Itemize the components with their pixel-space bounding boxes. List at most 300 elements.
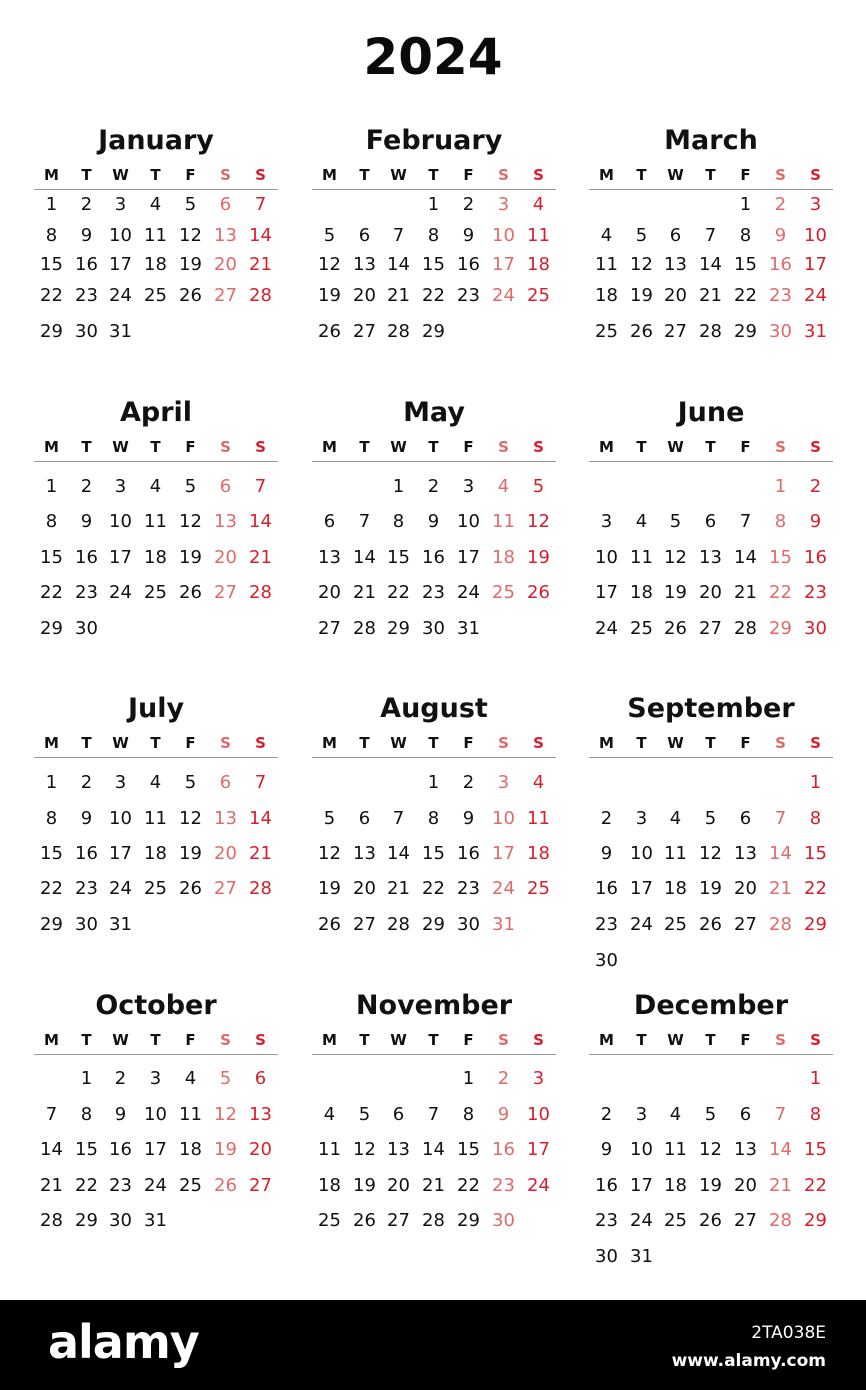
weekday-label: T <box>705 734 716 752</box>
day-cell: 19 <box>179 843 202 864</box>
day-cell: 24 <box>630 914 653 935</box>
weekday-label: S <box>810 734 821 752</box>
day-cell: 3 <box>635 1104 648 1125</box>
month-name: June <box>677 397 745 428</box>
weekday-label: M <box>322 438 337 456</box>
day-cell: 30 <box>595 950 618 971</box>
day-cell: 6 <box>358 808 371 829</box>
day-cell: 21 <box>249 547 272 568</box>
day-cell: 9 <box>809 511 822 532</box>
weekday-label: S <box>498 438 509 456</box>
header-divider <box>34 189 278 190</box>
day-cell: 15 <box>40 254 63 275</box>
day-cell: 11 <box>179 1104 202 1125</box>
day-cell: 6 <box>219 772 232 793</box>
weekday-label: S <box>255 438 266 456</box>
day-cell: 17 <box>492 254 515 275</box>
day-cell: 2 <box>114 1068 127 1089</box>
day-cell: 14 <box>387 254 410 275</box>
day-cell: 1 <box>809 772 822 793</box>
month-name: September <box>627 693 795 724</box>
day-cell: 7 <box>45 1104 58 1125</box>
site-url: www.alamy.com <box>671 1351 826 1371</box>
day-cell: 22 <box>804 878 827 899</box>
weekday-label: M <box>599 1031 614 1049</box>
day-cell: 28 <box>422 1210 445 1231</box>
weekday-label: M <box>322 1031 337 1049</box>
day-cell: 8 <box>809 1104 822 1125</box>
day-cell: 10 <box>109 225 132 246</box>
day-cell: 12 <box>699 843 722 864</box>
header-divider <box>589 189 833 190</box>
day-cell: 17 <box>527 1139 550 1160</box>
day-cell: 7 <box>392 808 405 829</box>
day-cell: 22 <box>457 1175 480 1196</box>
day-cell: 30 <box>769 321 792 342</box>
weekday-label: S <box>498 1031 509 1049</box>
day-cell: 28 <box>40 1210 63 1231</box>
day-cell: 11 <box>527 225 550 246</box>
day-cell: 17 <box>457 547 480 568</box>
day-cell: 8 <box>739 225 752 246</box>
day-cell: 9 <box>80 808 93 829</box>
day-cell: 10 <box>109 808 132 829</box>
day-cell: 15 <box>422 254 445 275</box>
day-cell: 29 <box>75 1210 98 1231</box>
weekday-label: F <box>463 166 474 184</box>
day-cell: 9 <box>497 1104 510 1125</box>
day-cell: 10 <box>109 511 132 532</box>
day-cell: 21 <box>769 1175 792 1196</box>
day-cell: 20 <box>734 878 757 899</box>
watermark-footer <box>0 1300 866 1390</box>
weekday-label: T <box>636 438 647 456</box>
day-cell: 9 <box>774 225 787 246</box>
weekday-label: F <box>740 438 751 456</box>
day-cell: 11 <box>144 511 167 532</box>
weekday-label: F <box>185 1031 196 1049</box>
weekday-label: T <box>636 1031 647 1049</box>
day-cell: 22 <box>422 878 445 899</box>
day-cell: 22 <box>734 285 757 306</box>
weekday-label: W <box>390 1031 407 1049</box>
day-cell: 17 <box>630 878 653 899</box>
day-cell: 23 <box>75 878 98 899</box>
day-cell: 10 <box>527 1104 550 1125</box>
day-cell: 21 <box>387 878 410 899</box>
day-cell: 11 <box>144 808 167 829</box>
day-cell: 19 <box>699 1175 722 1196</box>
day-cell: 17 <box>109 843 132 864</box>
weekday-label: M <box>44 166 59 184</box>
weekday-label: F <box>740 734 751 752</box>
weekday-label: S <box>220 1031 231 1049</box>
weekday-label: F <box>185 166 196 184</box>
day-cell: 24 <box>109 878 132 899</box>
day-cell: 31 <box>109 321 132 342</box>
day-cell: 16 <box>457 843 480 864</box>
day-cell: 10 <box>144 1104 167 1125</box>
day-cell: 6 <box>739 808 752 829</box>
day-cell: 16 <box>109 1139 132 1160</box>
day-cell: 27 <box>734 914 757 935</box>
day-cell: 19 <box>630 285 653 306</box>
day-cell: 20 <box>353 285 376 306</box>
day-cell: 2 <box>600 1104 613 1125</box>
day-cell: 1 <box>45 772 58 793</box>
day-cell: 21 <box>699 285 722 306</box>
day-cell: 14 <box>734 547 757 568</box>
day-cell: 19 <box>664 582 687 603</box>
day-cell: 4 <box>532 194 545 215</box>
day-cell: 18 <box>664 878 687 899</box>
day-cell: 27 <box>249 1175 272 1196</box>
day-cell: 28 <box>387 914 410 935</box>
day-cell: 13 <box>214 808 237 829</box>
weekday-label: W <box>667 734 684 752</box>
day-cell: 20 <box>249 1139 272 1160</box>
weekday-label: M <box>44 734 59 752</box>
day-cell: 27 <box>734 1210 757 1231</box>
day-cell: 27 <box>214 878 237 899</box>
day-cell: 25 <box>144 878 167 899</box>
day-cell: 13 <box>699 547 722 568</box>
day-cell: 22 <box>40 878 63 899</box>
weekday-label: W <box>667 166 684 184</box>
day-cell: 26 <box>318 321 341 342</box>
weekday-label: W <box>390 734 407 752</box>
day-cell: 3 <box>114 194 127 215</box>
day-cell: 23 <box>595 914 618 935</box>
day-cell: 29 <box>769 618 792 639</box>
day-cell: 18 <box>144 547 167 568</box>
day-cell: 7 <box>704 225 717 246</box>
day-cell: 3 <box>114 476 127 497</box>
day-cell: 6 <box>323 511 336 532</box>
day-cell: 3 <box>497 772 510 793</box>
day-cell: 3 <box>532 1068 545 1089</box>
day-cell: 9 <box>80 225 93 246</box>
day-cell: 20 <box>664 285 687 306</box>
header-divider <box>312 461 556 462</box>
weekday-label: T <box>359 438 370 456</box>
day-cell: 9 <box>462 808 475 829</box>
day-cell: 1 <box>739 194 752 215</box>
day-cell: 18 <box>527 254 550 275</box>
day-cell: 26 <box>318 914 341 935</box>
day-cell: 10 <box>492 225 515 246</box>
day-cell: 25 <box>664 914 687 935</box>
day-cell: 2 <box>80 194 93 215</box>
day-cell: 5 <box>219 1068 232 1089</box>
day-cell: 17 <box>630 1175 653 1196</box>
day-cell: 4 <box>497 476 510 497</box>
day-cell: 29 <box>422 914 445 935</box>
day-cell: 5 <box>635 225 648 246</box>
month-name: April <box>119 397 193 428</box>
weekday-label: S <box>255 734 266 752</box>
day-cell: 17 <box>804 254 827 275</box>
day-cell: 6 <box>704 511 717 532</box>
day-cell: 12 <box>353 1139 376 1160</box>
day-cell: 29 <box>804 914 827 935</box>
weekday-label: T <box>81 1031 92 1049</box>
day-cell: 23 <box>457 878 480 899</box>
day-cell: 14 <box>353 547 376 568</box>
day-cell: 30 <box>109 1210 132 1231</box>
day-cell: 26 <box>699 1210 722 1231</box>
day-cell: 19 <box>179 254 202 275</box>
weekday-label: T <box>150 438 161 456</box>
weekday-label: T <box>428 1031 439 1049</box>
day-cell: 6 <box>739 1104 752 1125</box>
day-cell: 24 <box>109 582 132 603</box>
day-cell: 5 <box>704 1104 717 1125</box>
day-cell: 16 <box>422 547 445 568</box>
weekday-label: S <box>220 438 231 456</box>
day-cell: 13 <box>734 1139 757 1160</box>
day-cell: 15 <box>40 843 63 864</box>
weekday-label: T <box>705 166 716 184</box>
day-cell: 1 <box>45 476 58 497</box>
day-cell: 25 <box>144 582 167 603</box>
weekday-label: S <box>810 166 821 184</box>
day-cell: 10 <box>630 1139 653 1160</box>
weekday-label: S <box>533 1031 544 1049</box>
day-cell: 8 <box>80 1104 93 1125</box>
weekday-label: T <box>359 734 370 752</box>
day-cell: 21 <box>734 582 757 603</box>
day-cell: 11 <box>664 843 687 864</box>
day-cell: 31 <box>144 1210 167 1231</box>
weekday-label: T <box>150 1031 161 1049</box>
day-cell: 24 <box>492 285 515 306</box>
day-cell: 20 <box>318 582 341 603</box>
weekday-label: S <box>220 166 231 184</box>
day-cell: 4 <box>669 1104 682 1125</box>
day-cell: 26 <box>179 878 202 899</box>
day-cell: 16 <box>75 547 98 568</box>
day-cell: 18 <box>144 254 167 275</box>
day-cell: 27 <box>318 618 341 639</box>
day-cell: 27 <box>214 285 237 306</box>
day-cell: 27 <box>353 321 376 342</box>
weekday-label: W <box>112 1031 129 1049</box>
weekday-label: M <box>599 438 614 456</box>
header-divider <box>312 1054 556 1055</box>
day-cell: 5 <box>323 808 336 829</box>
day-cell: 1 <box>774 476 787 497</box>
day-cell: 8 <box>45 808 58 829</box>
weekday-label: M <box>44 1031 59 1049</box>
weekday-label: M <box>599 166 614 184</box>
day-cell: 23 <box>492 1175 515 1196</box>
day-cell: 18 <box>144 843 167 864</box>
day-cell: 11 <box>144 225 167 246</box>
day-cell: 30 <box>492 1210 515 1231</box>
month-name: March <box>664 125 758 156</box>
day-cell: 18 <box>492 547 515 568</box>
day-cell: 26 <box>630 321 653 342</box>
day-cell: 25 <box>630 618 653 639</box>
weekday-label: W <box>390 166 407 184</box>
day-cell: 10 <box>457 511 480 532</box>
weekday-label: S <box>775 1031 786 1049</box>
day-cell: 30 <box>457 914 480 935</box>
day-cell: 11 <box>527 808 550 829</box>
day-cell: 16 <box>457 254 480 275</box>
day-cell: 9 <box>600 1139 613 1160</box>
day-cell: 24 <box>630 1210 653 1231</box>
weekday-label: S <box>775 438 786 456</box>
day-cell: 15 <box>804 1139 827 1160</box>
day-cell: 8 <box>427 225 440 246</box>
day-cell: 12 <box>527 511 550 532</box>
day-cell: 12 <box>630 254 653 275</box>
header-divider <box>34 461 278 462</box>
weekday-label: T <box>428 166 439 184</box>
day-cell: 20 <box>214 254 237 275</box>
day-cell: 15 <box>387 547 410 568</box>
day-cell: 19 <box>353 1175 376 1196</box>
header-divider <box>312 189 556 190</box>
day-cell: 8 <box>774 511 787 532</box>
day-cell: 4 <box>635 511 648 532</box>
day-cell: 5 <box>184 772 197 793</box>
day-cell: 29 <box>804 1210 827 1231</box>
day-cell: 7 <box>774 808 787 829</box>
day-cell: 16 <box>595 1175 618 1196</box>
weekday-label: T <box>359 166 370 184</box>
day-cell: 15 <box>422 843 445 864</box>
day-cell: 22 <box>40 582 63 603</box>
day-cell: 13 <box>734 843 757 864</box>
weekday-label: S <box>775 734 786 752</box>
day-cell: 17 <box>144 1139 167 1160</box>
day-cell: 18 <box>664 1175 687 1196</box>
header-divider <box>312 757 556 758</box>
day-cell: 11 <box>630 547 653 568</box>
day-cell: 30 <box>75 914 98 935</box>
day-cell: 24 <box>457 582 480 603</box>
day-cell: 8 <box>45 225 58 246</box>
day-cell: 2 <box>497 1068 510 1089</box>
day-cell: 20 <box>734 1175 757 1196</box>
weekday-label: F <box>463 438 474 456</box>
month-name: October <box>95 990 217 1021</box>
day-cell: 21 <box>422 1175 445 1196</box>
day-cell: 29 <box>40 914 63 935</box>
day-cell: 16 <box>769 254 792 275</box>
day-cell: 14 <box>769 843 792 864</box>
day-cell: 1 <box>427 772 440 793</box>
day-cell: 25 <box>527 878 550 899</box>
day-cell: 9 <box>114 1104 127 1125</box>
day-cell: 14 <box>249 808 272 829</box>
day-cell: 8 <box>392 511 405 532</box>
day-cell: 5 <box>704 808 717 829</box>
day-cell: 23 <box>75 582 98 603</box>
day-cell: 20 <box>214 843 237 864</box>
day-cell: 4 <box>532 772 545 793</box>
day-cell: 27 <box>387 1210 410 1231</box>
weekday-label: S <box>498 734 509 752</box>
weekday-label: S <box>533 438 544 456</box>
day-cell: 29 <box>457 1210 480 1231</box>
day-cell: 10 <box>595 547 618 568</box>
day-cell: 9 <box>600 843 613 864</box>
month-name: January <box>98 125 214 156</box>
day-cell: 20 <box>353 878 376 899</box>
day-cell: 28 <box>769 914 792 935</box>
day-cell: 13 <box>214 225 237 246</box>
brand-logo: alamy <box>48 1315 199 1369</box>
day-cell: 12 <box>179 511 202 532</box>
day-cell: 16 <box>75 843 98 864</box>
day-cell: 12 <box>318 843 341 864</box>
day-cell: 21 <box>353 582 376 603</box>
day-cell: 10 <box>492 808 515 829</box>
day-cell: 11 <box>318 1139 341 1160</box>
day-cell: 15 <box>75 1139 98 1160</box>
day-cell: 28 <box>249 285 272 306</box>
day-cell: 10 <box>630 843 653 864</box>
weekday-label: S <box>810 1031 821 1049</box>
day-cell: 12 <box>179 225 202 246</box>
day-cell: 7 <box>254 476 267 497</box>
day-cell: 22 <box>40 285 63 306</box>
day-cell: 18 <box>595 285 618 306</box>
month-name: August <box>380 693 488 724</box>
day-cell: 15 <box>457 1139 480 1160</box>
day-cell: 18 <box>179 1139 202 1160</box>
header-divider <box>34 1054 278 1055</box>
day-cell: 18 <box>318 1175 341 1196</box>
day-cell: 5 <box>358 1104 371 1125</box>
weekday-label: M <box>322 734 337 752</box>
day-cell: 17 <box>492 843 515 864</box>
day-cell: 15 <box>769 547 792 568</box>
day-cell: 1 <box>80 1068 93 1089</box>
day-cell: 15 <box>804 843 827 864</box>
day-cell: 30 <box>595 1246 618 1267</box>
day-cell: 7 <box>427 1104 440 1125</box>
day-cell: 19 <box>318 878 341 899</box>
day-cell: 8 <box>809 808 822 829</box>
weekday-label: M <box>599 734 614 752</box>
day-cell: 5 <box>669 511 682 532</box>
day-cell: 13 <box>387 1139 410 1160</box>
day-cell: 17 <box>109 547 132 568</box>
day-cell: 14 <box>699 254 722 275</box>
day-cell: 19 <box>179 547 202 568</box>
day-cell: 12 <box>664 547 687 568</box>
day-cell: 25 <box>318 1210 341 1231</box>
header-divider <box>589 757 833 758</box>
day-cell: 23 <box>75 285 98 306</box>
day-cell: 7 <box>392 225 405 246</box>
weekday-label: T <box>428 438 439 456</box>
day-cell: 18 <box>527 843 550 864</box>
day-cell: 19 <box>699 878 722 899</box>
day-cell: 28 <box>769 1210 792 1231</box>
day-cell: 27 <box>664 321 687 342</box>
day-cell: 24 <box>492 878 515 899</box>
day-cell: 12 <box>214 1104 237 1125</box>
day-cell: 25 <box>179 1175 202 1196</box>
weekday-label: W <box>390 438 407 456</box>
day-cell: 18 <box>630 582 653 603</box>
